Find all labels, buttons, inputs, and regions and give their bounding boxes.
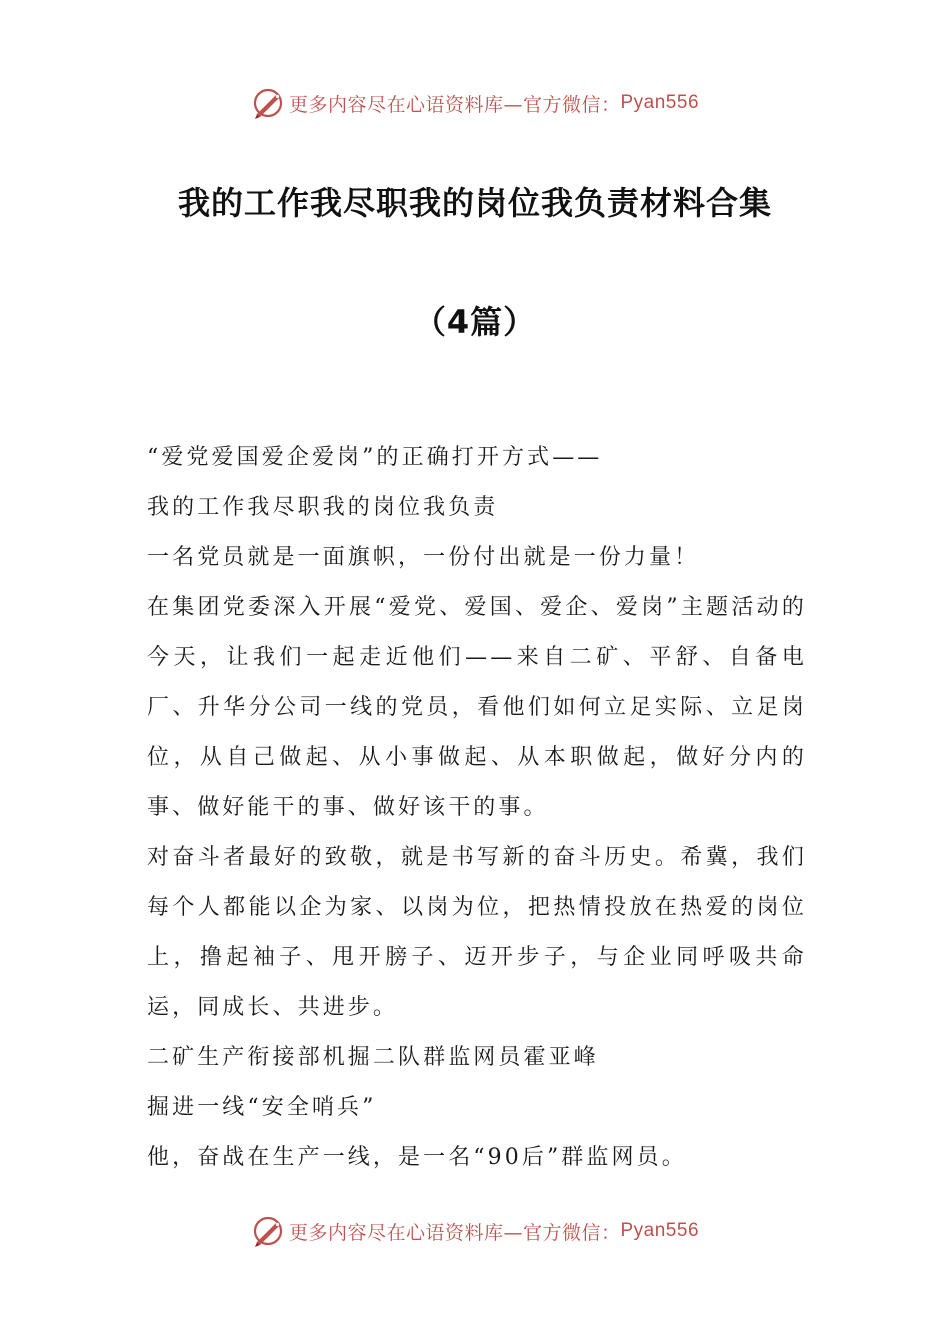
pen-logo-icon <box>251 86 285 120</box>
watermark-text: 更多内容尽在心语资料库 <box>288 1221 504 1244</box>
watermark-wechat-id: Pyan556 <box>620 92 700 113</box>
header-watermark <box>0 83 950 123</box>
document-title: 我的工作我尽职我的岗位我负责材料合集 <box>177 184 772 222</box>
paragraph: “爱党爱国爱企爱岗”的正确打开方式—— <box>147 445 603 470</box>
paragraph: 我的工作我尽职我的岗位我负责 <box>147 495 499 520</box>
paragraph: 对奋斗者最好的致敬，就是书写新的奋斗历史。希冀，我们每个人都能以企为家、以岗为位，把热情投放在热爱的岗位上，撸起袖子、甩开膀子、迈开步子，与企业同呼吸共命运，同成长、共进步。 <box>147 845 807 1020</box>
footer-watermark <box>0 1211 950 1251</box>
paragraph: 他，奋战在生产一线，是一名“90后”群监网员。 <box>147 1145 687 1170</box>
pen-logo-icon <box>251 1214 285 1248</box>
document-subtitle: （4篇） <box>413 303 537 341</box>
paragraph: 二矿生产衔接部机掘二队群监网员霍亚峰 <box>147 1045 599 1070</box>
watermark-wechat-label: —官方微信： <box>503 1221 621 1244</box>
watermark-text: 更多内容尽在心语资料库 <box>288 93 504 116</box>
document-body <box>147 433 807 1183</box>
paragraph: 掘进一线“安全哨兵” <box>147 1095 377 1120</box>
paragraph: 一名党员就是一面旗帜，一份付出就是一份力量！ <box>147 545 700 570</box>
watermark-wechat-id: Pyan556 <box>620 1220 700 1241</box>
watermark-wechat-label: —官方微信： <box>503 93 621 116</box>
paragraph: 在集团党委深入开展“爱党、爱国、爱企、爱岗”主题活动的今天，让我们一起走近他们——来自二矿、平舒、自备电厂、升华分公司一线的党员，看他们如何立足实际、立足岗位，从自己做起、从小事做起、从本职做起，做好分内的事、做好能干的事、做好该干的事。 <box>147 595 807 820</box>
